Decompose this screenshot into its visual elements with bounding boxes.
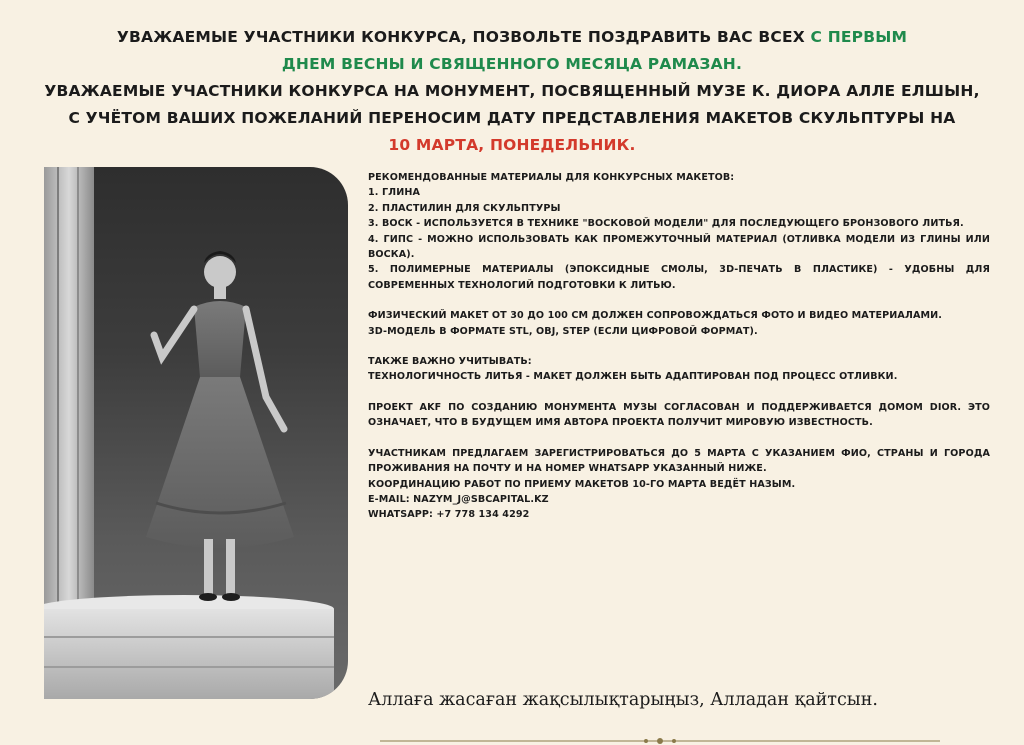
material-item: 2. ПЛАСТИЛИН ДЛЯ СКУЛЬПТУРЫ xyxy=(368,202,561,214)
project-text: ПРОЕКТ AKF ПО СОЗДАНИЮ МОНУМЕНТА МУЗЫ СОГЛАСОВАН И ПОДДЕРЖИВАЕТСЯ ДОМОМ DIOR. ЭТО ОЗНАЧАЕТ, ЧТО В БУДУЩЕМ ИМЯ АВТОРА ПРОЕКТА ПОЛУЧИТ МИРОВУЮ ИЗВЕСТНОСТЬ. xyxy=(368,401,990,429)
material-item: 1. ГЛИНА xyxy=(368,187,421,199)
contact-email[interactable]: E-MAIL: NAZYM_J@SBCAPITAL.KZ xyxy=(368,493,549,505)
contact-whatsapp[interactable]: WHATSAPP: +7 778 134 4292 xyxy=(368,509,530,521)
ornament-divider xyxy=(380,731,940,745)
blessing-text: Аллаға жасаған жақсылықтарыңыз, Алладан қайтсын. xyxy=(368,690,878,710)
digital-model-text: 3D-МОДЕЛЬ В ФОРМАТЕ STL, OBJ, STEP (ЕСЛИ ЦИФРОВОЙ ФОРМАТ). xyxy=(368,325,758,337)
greeting-highlight: С ПЕРВЫМ xyxy=(810,28,908,46)
header-line-3: УВАЖАЕМЫЕ УЧАСТНИКИ КОНКУРСА НА МОНУМЕНТ, ПОСВЯЩЕННЫЙ МУЗЕ К. ДИОРА АЛЛЕ ЕЛШЫН, xyxy=(44,82,980,100)
registration-text: УЧАСТНИКАМ ПРЕДЛАГАЕМ ЗАРЕГИСТРИРОВАТЬСЯ ДО 5 МАРТА С УКАЗАНИЕМ ФИО, СТРАНЫ И ГОРОДА ПРОЖИВАНИЯ НА ПОЧТУ И НА НОМЕР WHATSAPP УКАЗАННЫЙ НИЖЕ. xyxy=(368,447,990,475)
header-line-4: С УЧЁТОМ ВАШИХ ПОЖЕЛАНИЙ ПЕРЕНОСИМ ДАТУ ПРЕДСТАВЛЕНИЯ МАКЕТОВ СКУЛЬПТУРЫ НА xyxy=(68,109,956,127)
coordination-text: КООРДИНАЦИЮ РАБОТ ПО ПРИЕМУ МАКЕТОВ 10-ГО МАРТА ВЕДЁТ НАЗЫМ. xyxy=(368,478,796,490)
muse-photo-illustration xyxy=(44,167,348,699)
physical-model-text: ФИЗИЧЕСКИЙ МАКЕТ ОТ 30 ДО 100 СМ ДОЛЖЕН СОПРОВОЖДАТЬСЯ ФОТО И ВИДЕО МАТЕРИАЛАМИ. xyxy=(368,310,943,322)
material-item: 3. ВОСК - ИСПОЛЬЗУЕТСЯ В ТЕХНИКЕ "ВОСКОВОЙ МОДЕЛИ" ДЛЯ ПОСЛЕДУЮЩЕГО БРОНЗОВОГО ЛИТЬЯ. xyxy=(368,218,964,230)
greeting-text: УВАЖАЕМЫЕ УЧАСТНИКИ КОНКУРСА, ПОЗВОЛЬТЕ ПОЗДРАВИТЬ ВАС ВСЕХ xyxy=(116,28,805,46)
header-line-1 xyxy=(0,24,1024,51)
announcement-header xyxy=(0,24,1024,159)
muse-photo xyxy=(44,167,348,699)
materials-heading: РЕКОМЕНДОВАННЫЕ МАТЕРИАЛЫ ДЛЯ КОНКУРСНЫХ МАКЕТОВ: xyxy=(368,172,735,183)
important-heading: ТАКЖЕ ВАЖНО УЧИТЫВАТЬ: xyxy=(368,356,532,368)
important-text: ТЕХНОЛОГИЧНОСТЬ ЛИТЬЯ - МАКЕТ ДОЛЖЕН БЫТЬ АДАПТИРОВАН ПОД ПРОЦЕСС ОТЛИВКИ. xyxy=(368,371,898,383)
material-item: 4. ГИПС - МОЖНО ИСПОЛЬЗОВАТЬ КАК ПРОМЕЖУТОЧНЫЙ МАТЕРИАЛ (ОТЛИВКА МОДЕЛИ ИЗ ГЛИНЫ ИЛИ ВОСКА). xyxy=(368,233,990,261)
material-item: 5. ПОЛИМЕРНЫЕ МАТЕРИАЛЫ (ЭПОКСИДНЫЕ СМОЛЫ, 3D-ПЕЧАТЬ В ПЛАСТИКЕ) - УДОБНЫ ДЛЯ СОВРЕМЕННЫХ ТЕХНОЛОГИЙ ПОДГОТОВКИ К ЛИТЬЮ. xyxy=(368,264,990,291)
contest-details xyxy=(368,170,990,523)
header-line-2: ДНЕМ ВЕСНЫ И СВЯЩЕННОГО МЕСЯЦА РАМАЗАН. xyxy=(281,55,743,73)
new-date: 10 МАРТА, ПОНЕДЕЛЬНИК. xyxy=(388,136,636,154)
